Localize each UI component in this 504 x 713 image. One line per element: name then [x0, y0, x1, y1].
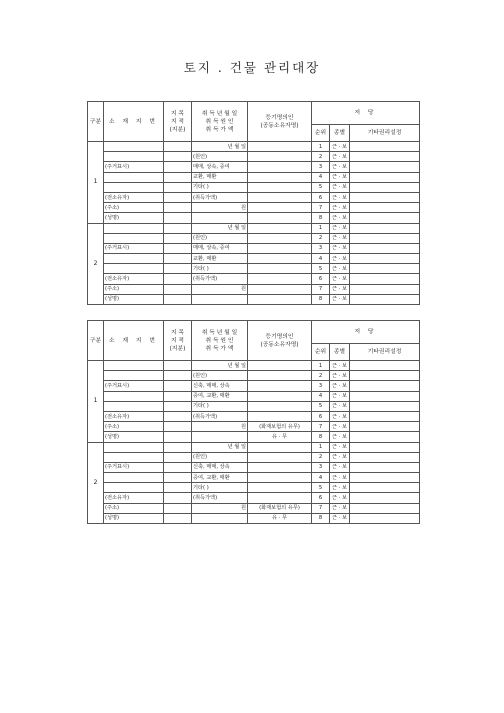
- table-row: [88, 411, 420, 421]
- header-acquisition-line: 취 득 가 액: [205, 126, 234, 133]
- address-cell: (전소유자): [104, 493, 164, 503]
- kind-cell: 근 · 보: [330, 493, 350, 503]
- header-land-category-line: (지분): [169, 126, 186, 133]
- registered-owner-cell: [248, 264, 312, 274]
- other-rights-cell: [350, 391, 420, 401]
- registered-owner-cell: [248, 284, 312, 294]
- other-rights-cell: [350, 162, 420, 172]
- rank-cell: 6: [312, 192, 330, 202]
- rank-cell: 2: [312, 152, 330, 162]
- registered-owner-cell: [248, 162, 312, 172]
- kind-cell: 근 · 보: [330, 223, 350, 233]
- rank-cell: 2: [312, 233, 330, 243]
- other-rights-cell: [350, 361, 420, 371]
- acquisition-cell: 신축, 매매, 상속: [192, 462, 248, 472]
- land-category-cell: [164, 264, 192, 274]
- address-cell: (성명): [104, 513, 164, 523]
- rank-cell: 4: [312, 473, 330, 483]
- address-cell: [104, 473, 164, 483]
- header-registered-owner-line: (공동소유자명): [260, 341, 299, 348]
- land-category-cell: [164, 503, 192, 513]
- address-cell: [104, 172, 164, 182]
- header-row: [88, 102, 420, 125]
- rank-cell: 8: [312, 213, 330, 223]
- header-row: [88, 321, 420, 344]
- address-cell: (주거표시): [104, 381, 164, 391]
- header-gubun: 구분: [88, 321, 104, 361]
- rank-cell: 5: [312, 264, 330, 274]
- header-land-category-line: 지 적: [170, 118, 185, 125]
- acquisition-cell: 교환, 매환: [192, 254, 248, 264]
- rank-cell: 7: [312, 503, 330, 513]
- address-cell: [104, 371, 164, 381]
- acquisition-cell: (원인): [192, 371, 248, 381]
- address-cell: (전소유자): [104, 411, 164, 421]
- registered-owner-cell: [248, 371, 312, 381]
- rank-cell: 5: [312, 182, 330, 192]
- kind-cell: 근 · 보: [330, 294, 350, 304]
- acquisition-cell: 년 월 일: [192, 361, 248, 371]
- kind-cell: 근 · 보: [330, 473, 350, 483]
- group-number: 2: [88, 223, 104, 305]
- table-row: [88, 462, 420, 472]
- land-category-cell: [164, 371, 192, 381]
- land-category-cell: [164, 361, 192, 371]
- land-category-cell: [164, 192, 192, 202]
- land-category-cell: [164, 162, 192, 172]
- table-row: [88, 142, 420, 152]
- address-cell: (성명): [104, 213, 164, 223]
- rank-cell: 3: [312, 243, 330, 253]
- acquisition-cell: 증여, 교환, 매환: [192, 391, 248, 401]
- land-category-cell: [164, 401, 192, 411]
- land-category-cell: [164, 381, 192, 391]
- table-row: [88, 401, 420, 411]
- header-mortgage: 저 당: [312, 321, 420, 344]
- address-cell: (주소): [104, 284, 164, 294]
- land-category-cell: [164, 473, 192, 483]
- header-registered-owner-line: (공동소유자명): [260, 122, 299, 129]
- rank-cell: 4: [312, 172, 330, 182]
- registered-owner-cell: [248, 442, 312, 452]
- other-rights-cell: [350, 284, 420, 294]
- other-rights-cell: [350, 172, 420, 182]
- registered-owner-cell: 유 · 무: [248, 513, 312, 523]
- other-rights-cell: [350, 432, 420, 442]
- other-rights-cell: [350, 401, 420, 411]
- table-row: [88, 432, 420, 442]
- other-rights-cell: [350, 513, 420, 523]
- registered-owner-cell: (화재보험의 유무): [248, 503, 312, 513]
- address-cell: (전소유자): [104, 274, 164, 284]
- kind-cell: 근 · 보: [330, 254, 350, 264]
- header-registered-owner: [248, 321, 312, 361]
- land-category-cell: [164, 462, 192, 472]
- registered-owner-cell: [248, 473, 312, 483]
- land-category-cell: [164, 432, 192, 442]
- land-category-cell: [164, 223, 192, 233]
- header-rank: 순위: [312, 125, 330, 142]
- kind-cell: 근 · 보: [330, 513, 350, 523]
- table-row: [88, 284, 420, 294]
- address-cell: [104, 254, 164, 264]
- rank-cell: 1: [312, 361, 330, 371]
- rank-cell: 6: [312, 493, 330, 503]
- group-number: 1: [88, 361, 104, 443]
- kind-cell: 근 · 보: [330, 274, 350, 284]
- address-cell: (주거표시): [104, 462, 164, 472]
- group-number: 2: [88, 442, 104, 524]
- table-row: [88, 203, 420, 213]
- address-cell: [104, 142, 164, 152]
- table-row: [88, 233, 420, 243]
- other-rights-cell: [350, 294, 420, 304]
- table-row: [88, 264, 420, 274]
- rank-cell: 8: [312, 432, 330, 442]
- header-address: 소 재 지 번: [104, 102, 164, 142]
- registered-owner-cell: [248, 203, 312, 213]
- rank-cell: 6: [312, 274, 330, 284]
- rank-cell: 6: [312, 411, 330, 421]
- acquisition-cell: 기타( ): [192, 182, 248, 192]
- address-cell: (주거표시): [104, 243, 164, 253]
- other-rights-cell: [350, 182, 420, 192]
- other-rights-cell: [350, 462, 420, 472]
- kind-cell: 근 · 보: [330, 243, 350, 253]
- registered-owner-cell: [248, 483, 312, 493]
- acquisition-cell: [192, 513, 248, 523]
- table-row: [88, 452, 420, 462]
- table-row: [88, 361, 420, 371]
- table-row: [88, 162, 420, 172]
- table-row: [88, 442, 420, 452]
- acquisition-cell: [192, 294, 248, 304]
- header-acquisition-line: 취 득 원 인: [205, 118, 234, 125]
- header-land-category: [164, 102, 192, 142]
- header-land-category-line: 지 목: [170, 110, 185, 117]
- registered-owner-cell: [248, 172, 312, 182]
- address-cell: (성명): [104, 432, 164, 442]
- rank-cell: 3: [312, 462, 330, 472]
- registered-owner-cell: [248, 294, 312, 304]
- rank-cell: 4: [312, 254, 330, 264]
- rank-cell: 4: [312, 391, 330, 401]
- acquisition-cell: (취득가액): [192, 274, 248, 284]
- other-rights-cell: [350, 152, 420, 162]
- header-registered-owner-line: 등기명의인: [265, 114, 294, 121]
- kind-cell: 근 · 보: [330, 462, 350, 472]
- other-rights-cell: [350, 213, 420, 223]
- table-row: [88, 182, 420, 192]
- address-cell: [104, 391, 164, 401]
- registered-owner-cell: [248, 142, 312, 152]
- table-row: [88, 391, 420, 401]
- registered-owner-cell: [248, 223, 312, 233]
- other-rights-cell: [350, 203, 420, 213]
- other-rights-cell: [350, 422, 420, 432]
- kind-cell: 근 · 보: [330, 233, 350, 243]
- header-land-category-line: (지분): [169, 345, 186, 352]
- other-rights-cell: [350, 452, 420, 462]
- kind-cell: 근 · 보: [330, 172, 350, 182]
- land-category-cell: [164, 493, 192, 503]
- acquisition-cell: [192, 432, 248, 442]
- registered-owner-cell: [248, 233, 312, 243]
- land-category-cell: [164, 233, 192, 243]
- registered-owner-cell: [248, 192, 312, 202]
- other-rights-cell: [350, 381, 420, 391]
- header-other-rights: 기타권리설정: [350, 344, 420, 361]
- acquisition-cell: [192, 213, 248, 223]
- kind-cell: 근 · 보: [330, 192, 350, 202]
- registered-owner-cell: [248, 361, 312, 371]
- rank-cell: 1: [312, 223, 330, 233]
- registered-owner-cell: [248, 401, 312, 411]
- registered-owner-cell: [248, 152, 312, 162]
- land-category-cell: [164, 172, 192, 182]
- address-cell: [104, 442, 164, 452]
- header-address: 소 재 지 번: [104, 321, 164, 361]
- header-acquisition-line: 취 득 원 인: [205, 337, 234, 344]
- other-rights-cell: [350, 503, 420, 513]
- table-row: [88, 473, 420, 483]
- land-category-cell: [164, 284, 192, 294]
- ledger-table-building: [87, 320, 420, 524]
- header-land-category-line: 지 적: [170, 337, 185, 344]
- kind-cell: 근 · 보: [330, 503, 350, 513]
- address-cell: (주소): [104, 422, 164, 432]
- table-row: [88, 513, 420, 523]
- kind-cell: 근 · 보: [330, 371, 350, 381]
- land-category-cell: [164, 442, 192, 452]
- acquisition-cell: 기타( ): [192, 483, 248, 493]
- registered-owner-cell: [248, 182, 312, 192]
- acquisition-cell: 기타( ): [192, 264, 248, 274]
- other-rights-cell: [350, 142, 420, 152]
- rank-cell: 2: [312, 371, 330, 381]
- other-rights-cell: [350, 243, 420, 253]
- acquisition-cell: (원인): [192, 452, 248, 462]
- registered-owner-cell: [248, 391, 312, 401]
- rank-cell: 7: [312, 284, 330, 294]
- registered-owner-cell: 유 · 무: [248, 432, 312, 442]
- kind-cell: 근 · 보: [330, 264, 350, 274]
- registered-owner-cell: [248, 462, 312, 472]
- land-category-cell: [164, 213, 192, 223]
- kind-cell: 근 · 보: [330, 182, 350, 192]
- header-other-rights: 기타권리설정: [350, 125, 420, 142]
- address-cell: (주소): [104, 203, 164, 213]
- header-registered-owner: [248, 102, 312, 142]
- acquisition-cell: 매매, 상속, 증여: [192, 243, 248, 253]
- acquisition-cell: 매매, 상속, 증여: [192, 162, 248, 172]
- kind-cell: 근 · 보: [330, 432, 350, 442]
- other-rights-cell: [350, 411, 420, 421]
- other-rights-cell: [350, 442, 420, 452]
- header-acquisition: [192, 102, 248, 142]
- rank-cell: 5: [312, 483, 330, 493]
- land-category-cell: [164, 182, 192, 192]
- table-row: [88, 152, 420, 162]
- kind-cell: 근 · 보: [330, 422, 350, 432]
- header-gubun: 구분: [88, 102, 104, 142]
- address-cell: [104, 264, 164, 274]
- kind-cell: 근 · 보: [330, 203, 350, 213]
- address-cell: (주거표시): [104, 162, 164, 172]
- address-cell: [104, 233, 164, 243]
- kind-cell: 근 · 보: [330, 401, 350, 411]
- acquisition-cell: 년 월 일: [192, 223, 248, 233]
- other-rights-cell: [350, 483, 420, 493]
- address-cell: (전소유자): [104, 192, 164, 202]
- kind-cell: 근 · 보: [330, 411, 350, 421]
- table-row: [88, 223, 420, 233]
- table-row: [88, 381, 420, 391]
- table-row: [88, 192, 420, 202]
- other-rights-cell: [350, 473, 420, 483]
- rank-cell: 1: [312, 142, 330, 152]
- registered-owner-cell: [248, 381, 312, 391]
- acquisition-cell: (취득가액): [192, 493, 248, 503]
- other-rights-cell: [350, 192, 420, 202]
- header-rank: 순위: [312, 344, 330, 361]
- kind-cell: 근 · 보: [330, 452, 350, 462]
- rank-cell: 3: [312, 162, 330, 172]
- land-category-cell: [164, 203, 192, 213]
- rank-cell: 5: [312, 401, 330, 411]
- header-mortgage: 저 당: [312, 102, 420, 125]
- ledger-table-land: [87, 101, 420, 305]
- land-category-cell: [164, 274, 192, 284]
- table-row: [88, 483, 420, 493]
- acquisition-cell: 년 월 일: [192, 442, 248, 452]
- other-rights-cell: [350, 493, 420, 503]
- acquisition-cell: 증여, 교환, 매환: [192, 473, 248, 483]
- registered-owner-cell: [248, 493, 312, 503]
- registered-owner-cell: (화재보험의 유무): [248, 422, 312, 432]
- registered-owner-cell: [248, 274, 312, 284]
- registered-owner-cell: [248, 213, 312, 223]
- address-cell: [104, 483, 164, 493]
- other-rights-cell: [350, 254, 420, 264]
- kind-cell: 근 · 보: [330, 483, 350, 493]
- table-row: [88, 172, 420, 182]
- land-category-cell: [164, 254, 192, 264]
- header-kind: 종별: [330, 344, 350, 361]
- table-row: [88, 213, 420, 223]
- kind-cell: 근 · 보: [330, 361, 350, 371]
- address-cell: [104, 152, 164, 162]
- address-cell: [104, 452, 164, 462]
- land-category-cell: [164, 294, 192, 304]
- kind-cell: 근 · 보: [330, 442, 350, 452]
- acquisition-cell: (원인): [192, 152, 248, 162]
- acquisition-cell: (취득가액): [192, 411, 248, 421]
- other-rights-cell: [350, 274, 420, 284]
- registered-owner-cell: [248, 452, 312, 462]
- rank-cell: 1: [312, 442, 330, 452]
- address-cell: [104, 223, 164, 233]
- kind-cell: 근 · 보: [330, 162, 350, 172]
- acquisition-cell: 교환, 매환: [192, 172, 248, 182]
- acquisition-cell: 원: [192, 422, 248, 432]
- kind-cell: 근 · 보: [330, 381, 350, 391]
- acquisition-cell: 원: [192, 203, 248, 213]
- kind-cell: 근 · 보: [330, 213, 350, 223]
- header-registered-owner-line: 등기명의인: [265, 333, 294, 340]
- kind-cell: 근 · 보: [330, 152, 350, 162]
- address-cell: (주소): [104, 503, 164, 513]
- group-number: 1: [88, 142, 104, 224]
- other-rights-cell: [350, 371, 420, 381]
- header-acquisition-line: 취 득 년 월 일: [201, 110, 238, 117]
- rank-cell: 8: [312, 294, 330, 304]
- acquisition-cell: 원: [192, 503, 248, 513]
- land-category-cell: [164, 483, 192, 493]
- rank-cell: 8: [312, 513, 330, 523]
- land-category-cell: [164, 391, 192, 401]
- acquisition-cell: 신축, 매매, 상속: [192, 381, 248, 391]
- land-category-cell: [164, 411, 192, 421]
- land-category-cell: [164, 422, 192, 432]
- address-cell: (성명): [104, 294, 164, 304]
- kind-cell: 근 · 보: [330, 142, 350, 152]
- other-rights-cell: [350, 223, 420, 233]
- table-row: [88, 493, 420, 503]
- kind-cell: 근 · 보: [330, 284, 350, 294]
- rank-cell: 7: [312, 203, 330, 213]
- table-row: [88, 294, 420, 304]
- acquisition-cell: 원: [192, 284, 248, 294]
- address-cell: [104, 182, 164, 192]
- header-acquisition: [192, 321, 248, 361]
- table-row: [88, 422, 420, 432]
- page-title: 토지 . 건물 관리대장: [183, 60, 321, 75]
- header-kind: 종별: [330, 125, 350, 142]
- land-category-cell: [164, 452, 192, 462]
- acquisition-cell: (원인): [192, 233, 248, 243]
- table-row: [88, 254, 420, 264]
- registered-owner-cell: [248, 254, 312, 264]
- table-row: [88, 371, 420, 381]
- header-acquisition-line: 취 득 가 액: [205, 345, 234, 352]
- acquisition-cell: (취득가액): [192, 192, 248, 202]
- table-row: [88, 274, 420, 284]
- acquisition-cell: 년 월 일: [192, 142, 248, 152]
- address-cell: [104, 401, 164, 411]
- table-row: [88, 503, 420, 513]
- kind-cell: 근 · 보: [330, 391, 350, 401]
- header-land-category: [164, 321, 192, 361]
- header-acquisition-line: 취 득 년 월 일: [201, 329, 238, 336]
- address-cell: [104, 361, 164, 371]
- land-category-cell: [164, 513, 192, 523]
- land-category-cell: [164, 152, 192, 162]
- header-land-category-line: 지 목: [170, 329, 185, 336]
- table-row: [88, 243, 420, 253]
- other-rights-cell: [350, 233, 420, 243]
- rank-cell: 2: [312, 452, 330, 462]
- registered-owner-cell: [248, 411, 312, 421]
- acquisition-cell: 기타( ): [192, 401, 248, 411]
- rank-cell: 3: [312, 381, 330, 391]
- land-category-cell: [164, 142, 192, 152]
- rank-cell: 7: [312, 422, 330, 432]
- registered-owner-cell: [248, 243, 312, 253]
- other-rights-cell: [350, 264, 420, 274]
- land-category-cell: [164, 243, 192, 253]
